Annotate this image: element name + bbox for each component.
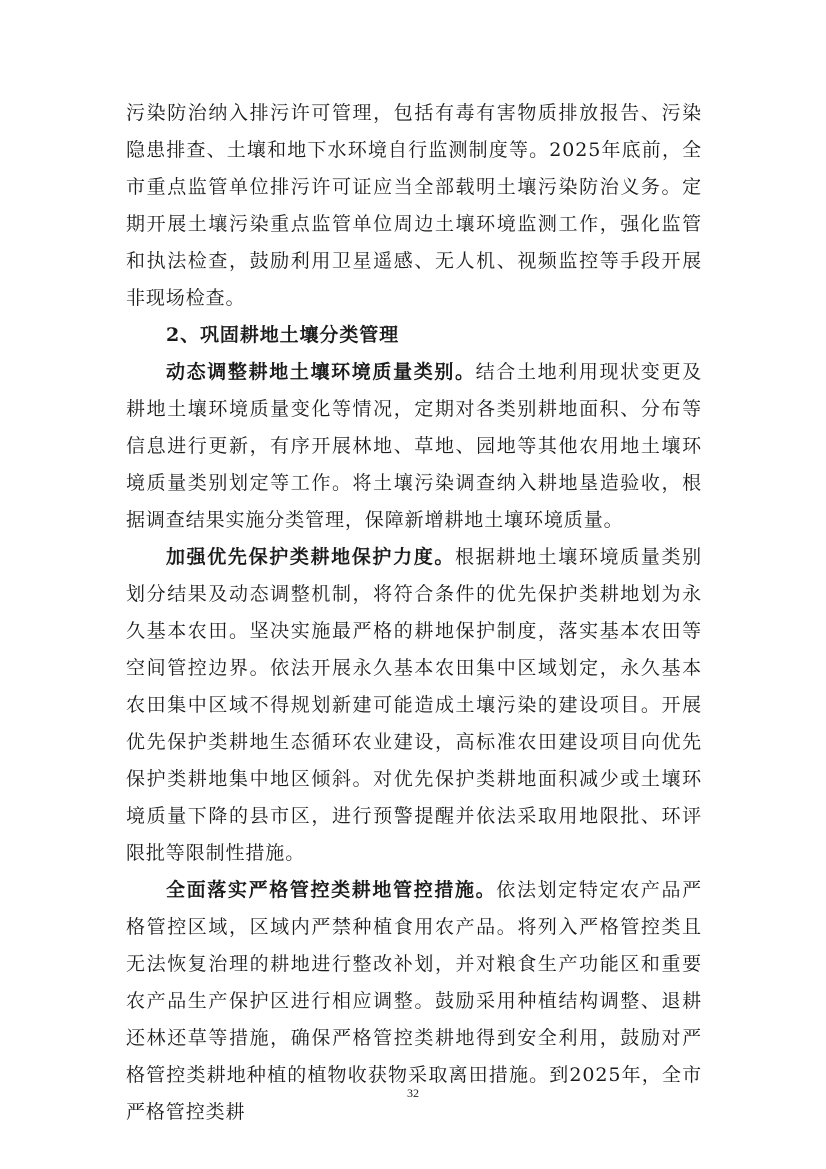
paragraph-lead-title: 全面落实严格管控类耕地管控措施。 [166, 879, 497, 901]
paragraph-body: 根据耕地土壤环境质量类别划分结果及动态调整机制，将符合条件的优先保护类耕地划为永久基本农田。坚决实施最严格的耕地保护制度，落实基本农田等空间管控边界。依法开展永久基本农田集中区域划定，永久基本农田集中区域不得规划新建可能造成土壤污染的建设项目。开展优先保护类耕地生态循环农业建设，高标准农田建设项目向优先保护类耕地集中地区倾斜。对优先保护类耕地面积减少或土壤环境质量下降的县市区，进行预警提醒并依法采取用地限批、环评限批等限制性措施。 [126, 546, 702, 864]
paragraph-continuation: 污染防治纳入排污许可管理，包括有毒有害物质排放报告、污染隐患排查、土壤和地下水环境自行监测制度等。2025年底前，全市重点监管单位排污许可证应当全部载明土壤污染防治义务。定期开展土壤污染重点监管单位周边土壤环境监测工作，强化监管和执法检查，鼓励利用卫星遥感、无人机、视频监控等手段开展非现场检查。 [126, 102, 702, 309]
section-heading: 2、巩固耕地土壤分类管理 [166, 324, 400, 346]
paragraph-body: 依法划定特定农产品严格管控区域，区域内严禁种植食用农产品。将列入严格管控类且无法恢复治理的耕地进行整改补划，并对粮食生产功能区和重要农产品生产保护区进行相应调整。鼓励采用种植结构调整、退耕还林还草等措施，确保严格管控类耕地得到安全利用，鼓励对严格管控类耕地种植的植物收获物采取离田措施。到2025年，全市严格管控类耕 [126, 879, 702, 1123]
paragraph-lead-title: 加强优先保护类耕地保护力度。 [166, 546, 456, 568]
paragraph-lead-title: 动态调整耕地土壤环境质量类别。 [166, 361, 476, 383]
paragraph-dynamic-adjustment [126, 354, 702, 539]
paragraph-priority-protection [126, 539, 702, 872]
page-number: 32 [407, 1086, 419, 1100]
body-text [126, 95, 702, 1131]
paragraph-body: 结合土地利用现状变更及耕地土壤环境质量变化等情况，定期对各类别耕地面积、分布等信息进行更新，有序开展林地、草地、园地等其他农用地土壤环境质量类别划定等工作。将土壤污染调查纳入耕地垦造验收，根据调查结果实施分类管理，保障新增耕地土壤环境质量。 [126, 361, 702, 531]
